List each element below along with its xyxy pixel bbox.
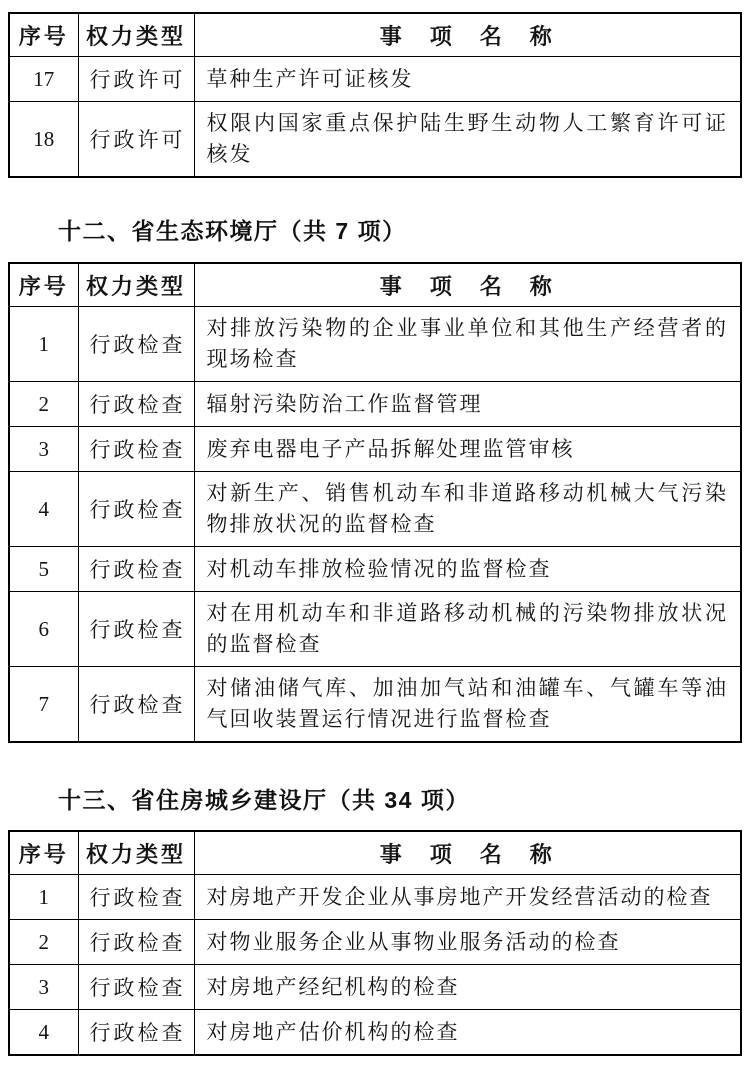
item-name-cell: 对在用机动车和非道路移动机械的污染物排放状况的监督检查	[194, 592, 741, 667]
item-name-cell: 对房地产开发企业从事房地产开发经营活动的检查	[194, 875, 741, 920]
serial-number-cell: 3	[9, 427, 78, 472]
power-type-cell: 行政检查	[78, 307, 194, 382]
table-row	[9, 427, 741, 472]
column-header-power-type: 权力类型	[78, 13, 194, 57]
item-name-cell: 对物业服务企业从事物业服务活动的检查	[194, 920, 741, 965]
section-heading-housing-construction: 十三、省住房城乡建设厅（共 34 项）	[58, 787, 470, 813]
power-type-cell: 行政许可	[78, 102, 194, 178]
table-row	[9, 875, 741, 920]
table-row	[9, 667, 741, 743]
item-name-cell: 权限内国家重点保护陆生野生动物人工繁育许可证核发	[194, 102, 741, 178]
table-row	[9, 547, 741, 592]
table-row	[9, 1010, 741, 1056]
item-name-cell: 对新生产、销售机动车和非道路移动机械大气污染物排放状况的监督检查	[194, 472, 741, 547]
item-name-cell: 废弃电器电子产品拆解处理监管审核	[194, 427, 741, 472]
table-row	[9, 307, 741, 382]
power-table-agriculture-continued	[8, 12, 742, 178]
table-row	[9, 382, 741, 427]
column-header-item-name: 事 项 名 称	[194, 263, 741, 307]
table-row	[9, 920, 741, 965]
item-name-cell: 对房地产估价机构的检查	[194, 1010, 741, 1056]
column-header-serial-number: 序号	[9, 263, 78, 307]
table-header-row	[9, 831, 741, 875]
power-type-cell: 行政检查	[78, 472, 194, 547]
serial-number-cell: 4	[9, 1010, 78, 1056]
serial-number-cell: 2	[9, 382, 78, 427]
column-header-item-name: 事 项 名 称	[194, 831, 741, 875]
item-name-cell: 辐射污染防治工作监督管理	[194, 382, 741, 427]
power-type-cell: 行政检查	[78, 427, 194, 472]
column-header-power-type: 权力类型	[78, 831, 194, 875]
column-header-serial-number: 序号	[9, 13, 78, 57]
serial-number-cell: 17	[9, 57, 78, 102]
serial-number-cell: 7	[9, 667, 78, 743]
column-header-serial-number: 序号	[9, 831, 78, 875]
power-type-cell: 行政检查	[78, 547, 194, 592]
serial-number-cell: 1	[9, 307, 78, 382]
power-type-cell: 行政许可	[78, 57, 194, 102]
power-type-cell: 行政检查	[78, 1010, 194, 1056]
power-type-cell: 行政检查	[78, 965, 194, 1010]
table-header-row	[9, 263, 741, 307]
power-type-cell: 行政检查	[78, 667, 194, 743]
serial-number-cell: 1	[9, 875, 78, 920]
power-type-cell: 行政检查	[78, 382, 194, 427]
section-heading-ecology-environment: 十二、省生态环境厅（共 7 项）	[58, 218, 407, 244]
table-row	[9, 472, 741, 547]
table-row	[9, 592, 741, 667]
item-name-cell: 草种生产许可证核发	[194, 57, 741, 102]
power-table-housing-construction	[8, 830, 742, 1056]
item-name-cell: 对机动车排放检验情况的监督检查	[194, 547, 741, 592]
table-row	[9, 102, 741, 178]
table-row	[9, 965, 741, 1010]
serial-number-cell: 4	[9, 472, 78, 547]
table-header-row	[9, 13, 741, 57]
power-type-cell: 行政检查	[78, 920, 194, 965]
serial-number-cell: 3	[9, 965, 78, 1010]
column-header-power-type: 权力类型	[78, 263, 194, 307]
power-table-ecology-environment	[8, 262, 742, 743]
serial-number-cell: 6	[9, 592, 78, 667]
serial-number-cell: 5	[9, 547, 78, 592]
table-row	[9, 57, 741, 102]
item-name-cell: 对储油储气库、加油加气站和油罐车、气罐车等油气回收装置运行情况进行监督检查	[194, 667, 741, 743]
item-name-cell: 对排放污染物的企业事业单位和其他生产经营者的现场检查	[194, 307, 741, 382]
serial-number-cell: 2	[9, 920, 78, 965]
item-name-cell: 对房地产经纪机构的检查	[194, 965, 741, 1010]
power-type-cell: 行政检查	[78, 875, 194, 920]
serial-number-cell: 18	[9, 102, 78, 178]
column-header-item-name: 事 项 名 称	[194, 13, 741, 57]
power-type-cell: 行政检查	[78, 592, 194, 667]
